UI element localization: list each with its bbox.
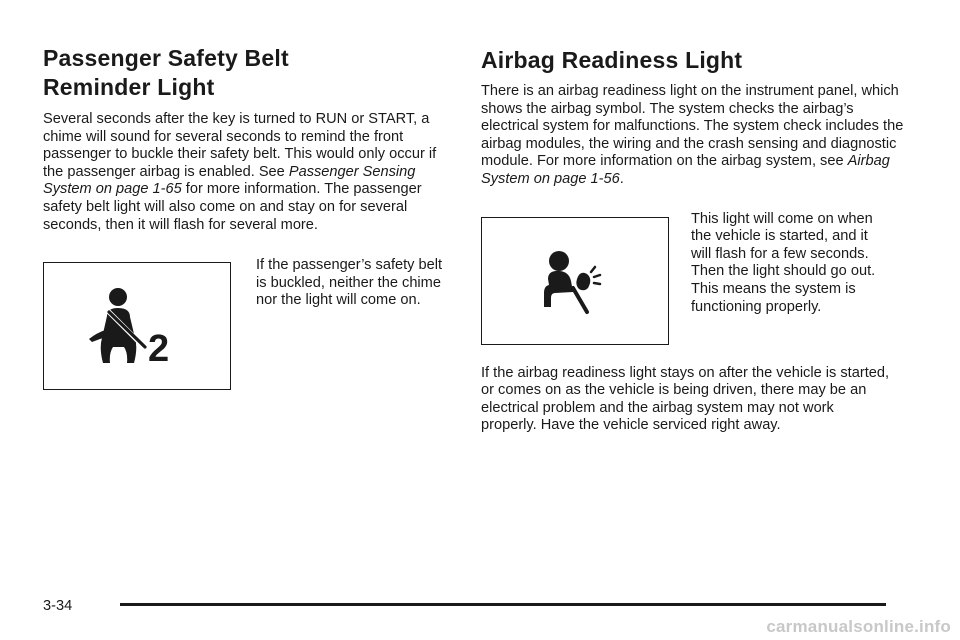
seat-position-number: 2 <box>148 328 170 371</box>
airbag-intro-end: . <box>619 170 624 187</box>
cross-reference-link[interactable]: Passenger Sensing System on page 1-65 <box>43 163 416 198</box>
intro-text: Several seconds after the key is turned to RUN or START, a chime will sound for several seconds to remind the front passenger to buckle their safety belt. This would only occur if the passenger airbag is enabled. See <box>43 111 437 180</box>
airbag-icon <box>535 246 615 316</box>
seatbelt-intro-paragraph <box>43 111 455 234</box>
right-column <box>481 40 911 435</box>
seatbelt-figure-caption: If the passenger’s safety belt is buckled, neither the chime nor the light will come on. <box>256 257 443 309</box>
watermark: carmanualsonline.info <box>766 617 951 636</box>
passenger-safety-belt-icon <box>77 281 197 371</box>
seatbelt-icon-box <box>43 262 231 390</box>
section-title-seatbelt <box>43 44 455 102</box>
airbag-figure-caption: This light will come on when the vehicle is started, and it will flash for a few seconds. Then the light should go out. This means the system is functioning properly. <box>691 210 876 315</box>
intro-text-continued: for more information. The passenger safety belt light will also come on and stay on for several seconds, then it will flash for several more. <box>43 181 422 233</box>
airbag-icon-box <box>481 217 669 345</box>
seatbelt-figure-row <box>43 257 455 390</box>
airbag-warning-paragraph: If the airbag readiness light stays on after the vehicle is started, or comes on as the vehicle is being driven, there may be an electrical problem and the airbag system may not work properly. Have the vehicle serviced right away. <box>481 364 890 434</box>
airbag-intro-text: There is an airbag readiness light on the instrument panel, which shows the airbag symbol. The system checks the airbag’s electrical system for malfunctions. The system check includes the airbag modules, the wiring and the crash sensing and diagnostic module. For more information on the airbag system, see <box>481 83 904 170</box>
page-number: 3-34 <box>43 598 73 614</box>
section-title-airbag: Airbag Readiness Light <box>481 47 743 73</box>
footer-rule <box>120 603 886 606</box>
title-line-2: Reminder Light <box>43 74 215 100</box>
left-column <box>43 40 455 390</box>
title-line-1: Passenger Safety Belt <box>43 45 289 71</box>
airbag-cross-reference-link[interactable]: Airbag System on page 1-56 <box>481 153 890 187</box>
airbag-intro-paragraph <box>481 83 911 189</box>
airbag-figure-row <box>481 211 911 345</box>
